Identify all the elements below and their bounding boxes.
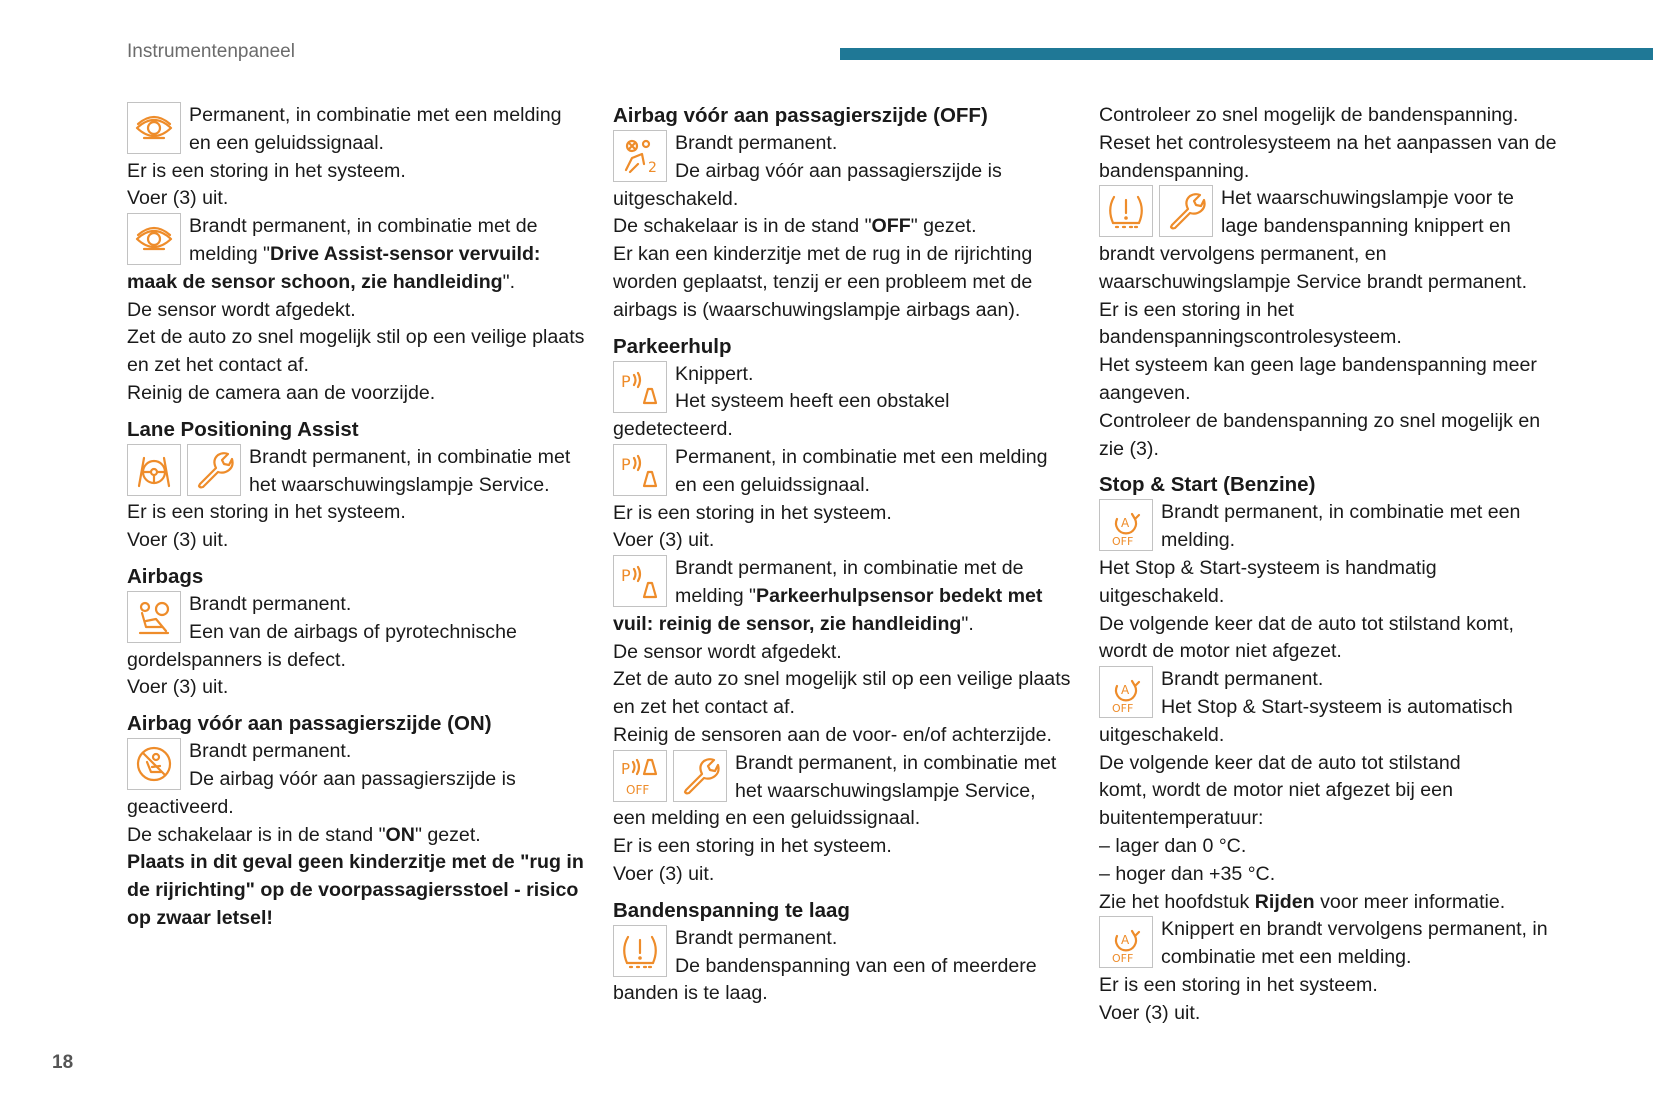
entry-airbags [127,591,597,647]
text-line: De airbag vóór aan passagierszijde is [189,767,516,790]
heading-airbag-on: Airbag vóór aan passagierszijde (ON) [127,712,492,736]
chapter-reference: Rijden [1254,890,1315,913]
text-line: Een van de airbags of pyrotechnische [189,620,517,643]
text-line: buitentemperatuur: [1099,807,1264,830]
entry-parking-4 [613,750,1083,806]
text-line: gordelspanners is defect. [127,648,346,671]
text-line: Voer (3) uit. [127,676,229,699]
text-line: Het waarschuwingslampje voor te [1221,187,1514,210]
text-line: Er is een storing in het systeem. [127,159,406,182]
text-line: Er is een storing in het systeem. [613,835,892,858]
parking-sensor-icon [613,555,667,607]
service-wrench-icon [187,444,241,496]
off-label: OFF [626,782,650,797]
off-label: OFF [1112,535,1134,548]
entry-parking-1 [613,361,1083,417]
text-line: en een geluidssignaal. [675,473,870,496]
text-line: Brandt permanent. [189,740,352,763]
text-span: melding " [675,584,757,607]
text-line: Er is een storing in het systeem. [1099,973,1378,996]
text-line: Er is een storing in het [1099,298,1294,321]
airbag-off-icon [613,130,667,182]
text-line: De volgende keer dat de auto tot stilstand komt, [1099,612,1514,635]
tyre-pressure-icon [613,925,667,977]
text-line: De sensor wordt afgedekt. [127,298,356,321]
text-line: en zet het contact af. [127,354,309,377]
heading-stop-start: Stop & Start (Benzine) [1099,473,1316,497]
text-line: Brandt permanent. [675,132,838,154]
text-line: waarschuwingslampje Service brandt permanent. [1099,270,1528,293]
section-title: Instrumentenpaneel [127,41,295,62]
switch-off-label: OFF [871,215,911,238]
svg-text:P: P [621,371,631,391]
text-line: uitgeschakeld. [1099,584,1225,607]
text-line: het waarschuwingslampje Service. [249,473,550,496]
text-line: Brandt permanent, in combinatie met de [675,557,1024,580]
text-line: wordt de motor niet afgezet. [1099,640,1342,663]
text-line: Brandt permanent, in combinatie met de [189,215,538,238]
off-label: OFF [1112,952,1134,965]
text-span: melding " [189,242,271,265]
text-line: geactiveerd. [127,795,234,818]
text-line [675,583,1083,611]
text-line: Knippert en brandt vervolgens permanent, in [1161,918,1548,941]
text-line: Er is een storing in het systeem. [127,501,406,524]
header-accent-bar [840,48,1653,60]
text-line: uitgeschakeld. [1099,723,1225,746]
entry-drive-assist-2 [127,213,597,269]
text-line: brandt vervolgens permanent, en [1099,242,1387,265]
text-line: Controleer zo snel mogelijk de bandenspanning. [1099,104,1519,126]
text-line [613,213,1083,241]
text-line: Brandt permanent, in combinatie met een [1161,501,1521,524]
entry-tyre-pressure [613,925,1083,981]
text-line: Brandt permanent, in combinatie met [249,445,571,468]
drive-assist-camera-icon [127,102,181,154]
entry-parking-3 [613,555,1083,611]
text-line: gedetecteerd. [613,418,733,441]
text-line: combinatie met een melding. [1161,946,1412,969]
text-line: De volgende keer dat de auto tot stilstand [1099,751,1461,774]
text-span: ". [961,612,974,635]
text-line: uitgeschakeld. [613,187,739,210]
text-line: Voer (3) uit. [127,187,229,210]
text-line: het waarschuwingslampje Service, [735,779,1036,802]
text-line: melding. [1161,529,1236,552]
heading-airbags: Airbags [127,564,204,588]
text-line: Voer (3) uit. [613,862,715,885]
text-line [189,241,597,269]
text-line: Zet de auto zo snel mogelijk stil op een veilige plaats [613,668,1071,691]
parking-sensor-icon [613,361,667,413]
svg-text:P: P [621,454,631,474]
airbag-seat-icon [127,591,181,643]
text-line: Reinig de camera aan de voorzijde. [127,381,436,404]
stop-start-off-icon [1099,666,1153,718]
text-line: Permanent, in combinatie met een melding [189,104,562,126]
warning-line: op zwaar letsel! [127,906,273,929]
heading-parkeerhulp: Parkeerhulp [613,334,732,358]
text-line: een melding en een geluidssignaal. [613,807,921,830]
message-bold: vuil: reinig de sensor, zie handleiding [613,612,962,635]
entry-stop-start-1 [1099,499,1569,555]
list-item: – lager dan 0 °C. [1099,834,1247,857]
service-wrench-icon [1159,185,1213,237]
column-1 [127,102,597,933]
switch-on-label: ON [385,823,415,846]
heading-bandenspanning: Bandenspanning te laag [613,898,850,922]
message-bold: Parkeerhulpsensor bedekt met [756,584,1043,607]
message-bold: Drive Assist-sensor vervuild: [270,242,541,265]
heading-airbag-off: Airbag vóór aan passagierszijde (OFF) [613,104,988,127]
text-line: Brandt permanent. [675,926,838,949]
text-line: Knippert. [675,362,754,385]
parking-sensor-off-icon [613,750,667,802]
parking-sensor-icon [613,444,667,496]
entry-lane-positioning [127,444,597,500]
text-line [127,822,597,850]
text-line: Voer (3) uit. [613,529,715,552]
text-line: Voer (3) uit. [127,529,229,552]
a-label: A [1121,516,1130,531]
entry-stop-start-2 [1099,666,1569,722]
text-line [127,269,597,297]
stop-start-off-icon [1099,916,1153,968]
text-line: Het systeem heeft een obstakel [675,390,950,413]
text-line: worden geplaatst, tenzij er een probleem met de [613,270,1033,293]
stop-start-off-icon [1099,499,1153,551]
text-line [613,611,1083,639]
text-line: De bandenspanning van een of meerdere [675,954,1037,977]
text-line: airbags is (waarschuwingslampje airbags aan). [613,298,1021,321]
text-line: Brandt permanent. [1161,668,1324,691]
service-wrench-icon [673,750,727,802]
text-span: " gezet. [414,823,481,846]
a-label: A [1121,933,1130,948]
text-line: en zet het contact af. [613,696,795,719]
text-line: lage bandenspanning knippert en [1221,215,1511,238]
warning-line: de rijrichting" op de voorpassagiersstoel - risico [127,879,579,902]
list-item: – hoger dan +35 °C. [1099,862,1276,885]
text-span: Zie het hoofdstuk [1099,890,1255,913]
tyre-pressure-icon [1099,185,1153,237]
svg-text:P: P [621,566,631,586]
text-line: Brandt permanent. [189,592,352,615]
svg-text:2: 2 [648,160,657,176]
heading-lane-positioning-assist: Lane Positioning Assist [127,417,359,441]
text-span: De schakelaar is in de stand " [613,215,872,238]
page-number: 18 [52,1052,74,1073]
text-line: Reset het controlesysteem na het aanpassen van de [1099,131,1557,154]
entry-airbag-on [127,738,597,794]
lane-assist-steering-icon [127,444,181,496]
text-line: Het systeem kan geen lage bandenspanning meer [1099,354,1537,377]
text-line: De airbag vóór aan passagierszijde is [675,159,1002,182]
text-line: aangeven. [1099,381,1191,404]
text-span: De schakelaar is in de stand " [127,823,386,846]
text-line: Zet de auto zo snel mogelijk stil op een veilige plaats [127,326,585,349]
text-span: ". [502,270,516,293]
text-line: zie (3). [1099,437,1159,460]
text-line: Reinig de sensoren aan de voor- en/of achterzijde. [613,723,1052,746]
text-span: " gezet. [910,215,977,238]
entry-airbag-off [613,130,1083,186]
off-label: OFF [1112,702,1134,715]
text-line: Voer (3) uit. [1099,1001,1201,1024]
text-line: De sensor wordt afgedekt. [613,640,842,663]
column-3 [1099,102,1569,1028]
text-line: Brandt permanent, in combinatie met [735,751,1057,774]
text-line [1099,889,1569,917]
text-line: bandenspanningscontrolesysteem. [1099,326,1402,349]
column-2 [613,102,1083,1008]
svg-text:P: P [621,759,631,778]
a-label: A [1121,683,1130,698]
warning-line: Plaats in dit geval geen kinderzitje met de "rug in [127,851,584,874]
message-bold: maak de sensor schoon, zie handleiding [127,270,503,293]
entry-tyre-warning [1099,185,1569,241]
text-line: bandenspanning. [1099,159,1250,182]
text-line: en een geluidssignaal. [189,131,384,154]
entry-stop-start-3 [1099,916,1569,972]
text-line: Er is een storing in het systeem. [613,501,892,524]
drive-assist-camera-icon [127,213,181,265]
text-span: voor meer informatie. [1314,890,1506,913]
entry-parking-2 [613,444,1083,500]
text-line: Controleer de bandenspanning zo snel mogelijk en [1099,409,1541,432]
entry-drive-assist-1 [127,102,597,158]
text-line: Permanent, in combinatie met een melding [675,445,1048,468]
text-line: Het Stop & Start-systeem is handmatig [1099,556,1437,579]
text-line: Het Stop & Start-systeem is automatisch [1161,695,1513,718]
text-line: komt, wordt de motor niet afgezet bij een [1099,779,1453,802]
text-line: Er kan een kinderzitje met de rug in de rijrichting [613,243,1033,266]
child-seat-prohibited-icon [127,738,181,790]
text-line: banden is te laag. [613,982,768,1005]
